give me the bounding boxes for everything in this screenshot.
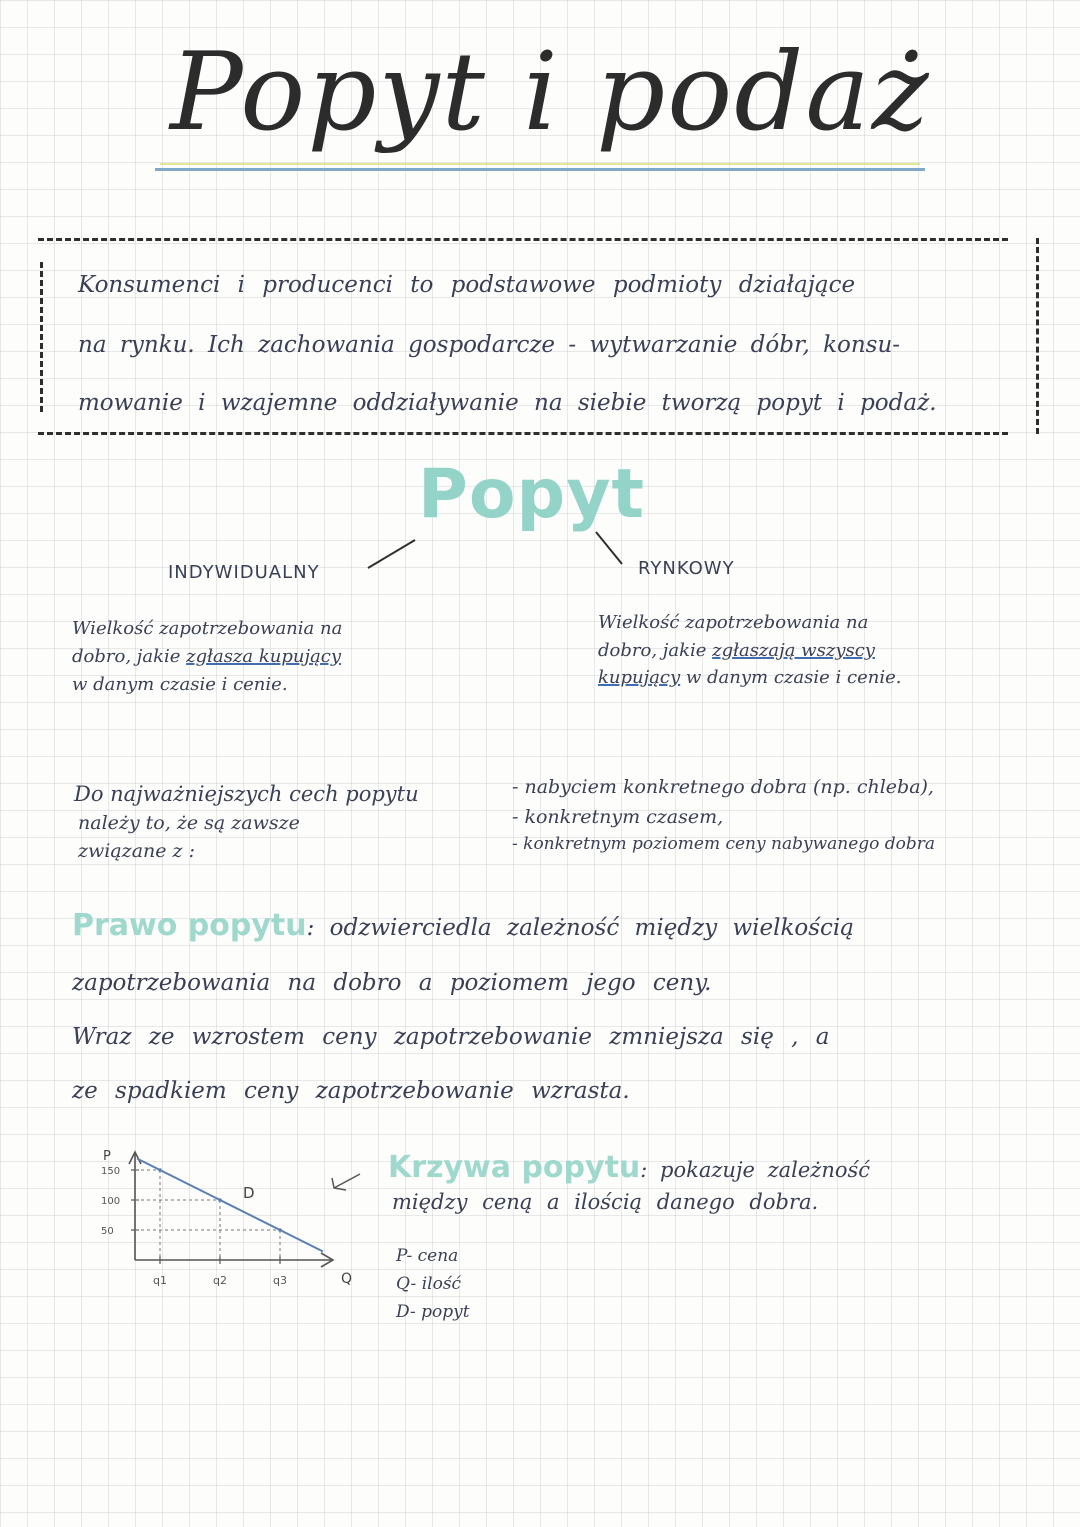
market-def-line-3-text: w danym czasie i cenie. [680,667,902,688]
individual-label: INDYWIDUALNY [168,562,320,583]
y-tick-label: 50 [101,1226,114,1237]
individual-def-line-3: w danym czasie i cenie. [72,674,288,695]
popyt-heading: Popyt [418,455,646,534]
law-line-3: Wraz ze wzrostem ceny zapotrzebowanie zmniejsza się , a [72,1024,830,1050]
branch-right [596,532,622,564]
demand-line [137,1159,323,1252]
feature-item-2: - konkretnym czasem, [512,806,724,828]
law-term: Prawo popytu [72,908,307,943]
law-line-2: zapotrzebowania na dobro a poziomem jego ceny. [72,970,712,996]
individual-def-line-2-text: dobro, jakie [72,646,187,667]
branch-left [368,540,415,568]
x-tick-label: q1 [153,1274,167,1287]
curve-label: D [243,1184,255,1202]
market-def-line-3 [598,667,901,688]
law-line-4: ze spadkiem ceny zapotrzebowanie wzrasta. [72,1078,630,1104]
x-tick-label: q2 [213,1274,227,1287]
market-def-underlined-2: kupujący [598,667,681,688]
curve-line-2: między ceną a ilością danego dobra. [392,1190,819,1214]
individual-def-line-1: Wielkość zapotrzebowania na [72,618,343,639]
pointer-arrow [326,1168,366,1198]
market-def-underlined: zgłaszają wszyscy [712,640,875,661]
intro-box-top [38,238,1008,241]
demand-point [218,1198,222,1202]
individual-def-line-2 [72,646,341,667]
intro-line-1: Konsumenci i producenci to podstawowe podmioty działające [78,272,856,298]
market-label: RYNKOWY [638,558,735,579]
popyt-branches [360,520,640,580]
legend-d: D- popyt [396,1302,470,1322]
law-line-1 [72,908,854,943]
y-tick-label: 150 [101,1166,121,1177]
features-left-line-3: związane z : [78,840,195,862]
intro-line-3: mowanie i wzajemne oddziaływanie na siebie tworzą popyt i podaż. [78,390,937,416]
market-def-line-2-text: dobro, jakie [598,640,713,661]
features-left-line-2: należy to, że są zawsze [78,812,300,834]
market-def-line-1: Wielkość zapotrzebowania na [598,612,869,633]
demand-point [278,1228,282,1232]
page-title: Popyt i podaż [170,30,931,155]
curve-line-1 [388,1150,870,1185]
title-underline-accent [160,163,920,165]
legend-p: P- cena [396,1246,459,1266]
curve-line-1-text: : pokazuje zależność [640,1158,871,1182]
y-axis-label: P [103,1149,111,1164]
intro-box-bottom [38,432,1008,435]
demand-curve-chart [95,1140,370,1300]
intro-line-2: na rynku. Ich zachowania gospodarcze - wytwarzanie dóbr, konsu- [78,332,901,358]
demand-point [158,1168,162,1172]
y-tick-label: 100 [101,1196,121,1207]
features-left-line-1: Do najważniejszych cech popytu [74,782,419,806]
x-tick-label: q3 [273,1274,287,1287]
curve-term: Krzywa popytu [388,1150,641,1185]
feature-item-3: - konkretnym poziomem ceny nabywanego dobra [512,834,936,854]
intro-box-left [40,262,43,412]
legend-q: Q- ilość [396,1274,462,1294]
law-line-1-text: : odzwierciedla zależność między wielkością [306,915,854,941]
feature-item-1: - nabyciem konkretnego dobra (np. chleba), [512,776,934,798]
individual-def-underlined: zgłasza kupujący [186,646,342,667]
market-def-line-2 [598,640,875,661]
intro-box-right [1036,238,1039,434]
title-underline [155,168,925,171]
x-axis-label: Q [341,1271,353,1287]
